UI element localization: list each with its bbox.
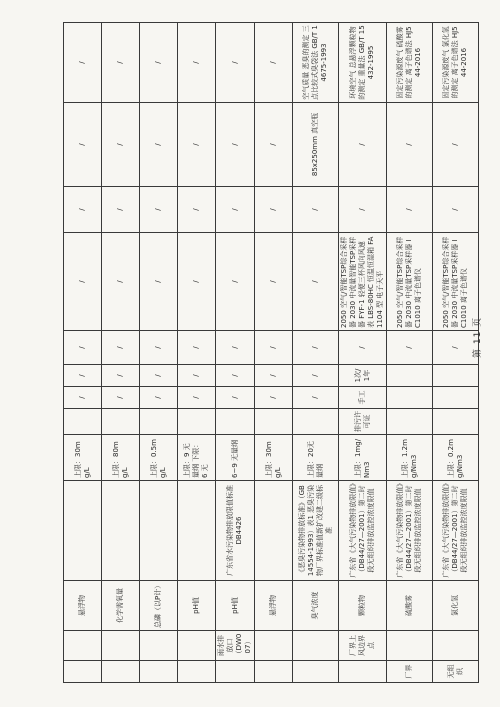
cell: / <box>293 387 339 409</box>
cell: 颗粒物 <box>339 581 387 631</box>
cell: / <box>339 103 387 187</box>
cell: 广东省《大气污染物排放限值》（DB44/27—2001）第二时段无组织排放监控浓度限值 <box>433 481 479 581</box>
cell: 悬浮物 <box>255 581 293 631</box>
cell <box>387 365 433 387</box>
cell: 上限：0.2mg/Nm3 <box>433 435 479 481</box>
cell: / <box>433 187 479 233</box>
cell <box>433 631 479 661</box>
cell <box>140 631 178 661</box>
cell: / <box>255 103 293 187</box>
cell <box>64 409 102 435</box>
cell: 2050 空气/智能TSP综合采样器 2030 中流量TSP采样器 IC1010 离子色谱仪 <box>433 233 479 331</box>
cell: 排污许可证 <box>339 409 387 435</box>
cell <box>178 631 216 661</box>
cell: 广东省水污染物排放限值标准 DB4426 <box>216 481 255 581</box>
cell: / <box>64 365 102 387</box>
cell: / <box>216 233 255 331</box>
cell <box>178 481 216 581</box>
cell <box>255 631 293 661</box>
cell <box>102 661 140 683</box>
table-row <box>255 23 293 683</box>
cell: 1次/1年 <box>339 365 387 387</box>
cell: / <box>216 103 255 187</box>
cell: 化学需氧量 <box>102 581 140 631</box>
cell: / <box>64 23 102 103</box>
cell: / <box>293 233 339 331</box>
cell <box>387 631 433 661</box>
cell <box>102 631 140 661</box>
cell: 无组织 <box>433 661 479 683</box>
cell: 臭气浓度 <box>293 581 339 631</box>
cell: / <box>178 103 216 187</box>
cell: / <box>178 365 216 387</box>
cell <box>64 661 102 683</box>
cell <box>178 661 216 683</box>
cell: / <box>64 103 102 187</box>
cell <box>102 409 140 435</box>
cell: / <box>102 331 140 365</box>
cell <box>387 409 433 435</box>
cell: / <box>293 365 339 387</box>
cell: / <box>216 187 255 233</box>
cell: 悬浮物 <box>64 581 102 631</box>
cell: / <box>216 387 255 409</box>
cell <box>433 365 479 387</box>
cell: pH值 <box>178 581 216 631</box>
cell: / <box>293 187 339 233</box>
cell: / <box>140 103 178 187</box>
cell: 2050 空气/智能TSP综合采样器 2030 中流量TSP采样器 IC1010 离子色谱仪 <box>387 233 433 331</box>
cell: 85x250mm 真空瓶 <box>293 103 339 187</box>
cell: 6~9 无量纲 <box>216 435 255 481</box>
table-row <box>102 23 140 683</box>
cell <box>64 481 102 581</box>
cell: 空气质量 恶臭的测定 三点比较式臭袋法 GB/T 14675-1993 <box>293 23 339 103</box>
cell: 上限：9 无量纲 下限：6 无 <box>178 435 216 481</box>
cell: / <box>293 331 339 365</box>
cell: / <box>140 331 178 365</box>
cell: 总磷（以P计） <box>140 581 178 631</box>
cell <box>255 661 293 683</box>
cell <box>293 631 339 661</box>
cell <box>387 387 433 409</box>
cell: 厂界上风边界点 <box>339 631 387 661</box>
table-row <box>339 23 387 683</box>
table-row <box>293 23 339 683</box>
cell: 2050 空气/智能TSP综合采样器 2030 中流量智能TSP采样器 FYF-1 轻便三杯风向风速表 LBS-80HC 恒温恒湿箱 FA1104 型 电子天平 <box>339 233 387 331</box>
cell: / <box>255 365 293 387</box>
cell: / <box>255 387 293 409</box>
monitoring-table <box>63 22 479 683</box>
cell: / <box>339 187 387 233</box>
cell: / <box>178 233 216 331</box>
cell: / <box>140 187 178 233</box>
cell: 上限：20无量纲 <box>293 435 339 481</box>
cell <box>293 661 339 683</box>
cell: 厂界 <box>387 661 433 683</box>
cell: / <box>140 23 178 103</box>
cell: 上限：30mg/L <box>255 435 293 481</box>
cell: / <box>216 23 255 103</box>
cell <box>140 661 178 683</box>
cell: 上限：1mg/Nm3 <box>339 435 387 481</box>
cell: / <box>255 23 293 103</box>
cell: / <box>255 233 293 331</box>
cell: pH值 <box>216 581 255 631</box>
cell <box>433 409 479 435</box>
cell: / <box>387 187 433 233</box>
table-row <box>387 23 433 683</box>
cell: / <box>387 103 433 187</box>
cell: 上限：30mg/L <box>64 435 102 481</box>
cell: 手工 <box>339 387 387 409</box>
cell: 广东省《大气污染物排放限值》（DB44/27—2001）第二时段无组织排放监控浓度限值 <box>339 481 387 581</box>
cell: / <box>178 387 216 409</box>
cell: / <box>102 187 140 233</box>
cell: / <box>102 103 140 187</box>
cell <box>216 661 255 683</box>
cell: / <box>216 331 255 365</box>
cell: / <box>387 331 433 365</box>
cell <box>64 631 102 661</box>
cell: / <box>64 387 102 409</box>
cell: 广东省《大气污染物排放限值》（DB44/27—2001）第二时段无组织排放监控浓度限值 <box>387 481 433 581</box>
cell: / <box>216 365 255 387</box>
cell: / <box>140 387 178 409</box>
cell: / <box>64 187 102 233</box>
cell: / <box>178 187 216 233</box>
cell <box>140 409 178 435</box>
cell <box>102 481 140 581</box>
cell: / <box>64 233 102 331</box>
cell: 硫酸雾 <box>387 581 433 631</box>
cell: / <box>102 365 140 387</box>
cell <box>293 409 339 435</box>
cell: / <box>102 23 140 103</box>
page-number: 第 11 页 <box>473 316 483 358</box>
cell: 《恶臭污染物排放标准》（GB 14554-1993）表1 恶臭污染物厂界标准值新扩改建二级标准 <box>293 481 339 581</box>
cell <box>255 481 293 581</box>
table-row <box>64 23 102 683</box>
cell: / <box>102 387 140 409</box>
cell <box>433 387 479 409</box>
cell: / <box>178 23 216 103</box>
cell: / <box>140 365 178 387</box>
cell <box>255 409 293 435</box>
cell: / <box>433 103 479 187</box>
table-row <box>140 23 178 683</box>
cell: / <box>102 233 140 331</box>
cell: / <box>433 331 479 365</box>
cell: 上限：0.5mg/L <box>140 435 178 481</box>
cell: 固定污染源废气 硫酸雾的测定 离子色谱法 HJ544-2016 <box>387 23 433 103</box>
cell: / <box>255 187 293 233</box>
cell <box>339 661 387 683</box>
cell: 上限：80mg/L <box>102 435 140 481</box>
cell: / <box>64 331 102 365</box>
cell: 固定污染源废气 氯化氢的测定 离子色谱法 HJ544-2016 <box>433 23 479 103</box>
rotated-table-wrapper <box>63 23 475 683</box>
cell: / <box>255 331 293 365</box>
cell: / <box>178 331 216 365</box>
cell: / <box>339 331 387 365</box>
cell <box>178 409 216 435</box>
cell: 氯化氢 <box>433 581 479 631</box>
cell <box>216 409 255 435</box>
cell: 环境空气 总悬浮颗粒物的测定 重量法 GB/T 15432-1995 <box>339 23 387 103</box>
cell <box>140 481 178 581</box>
cell: 上限：1.2mg/Nm3 <box>387 435 433 481</box>
table-row <box>178 23 216 683</box>
table-row <box>216 23 255 683</box>
cell: / <box>140 233 178 331</box>
cell: 雨水排放口（DW007） <box>216 631 255 661</box>
